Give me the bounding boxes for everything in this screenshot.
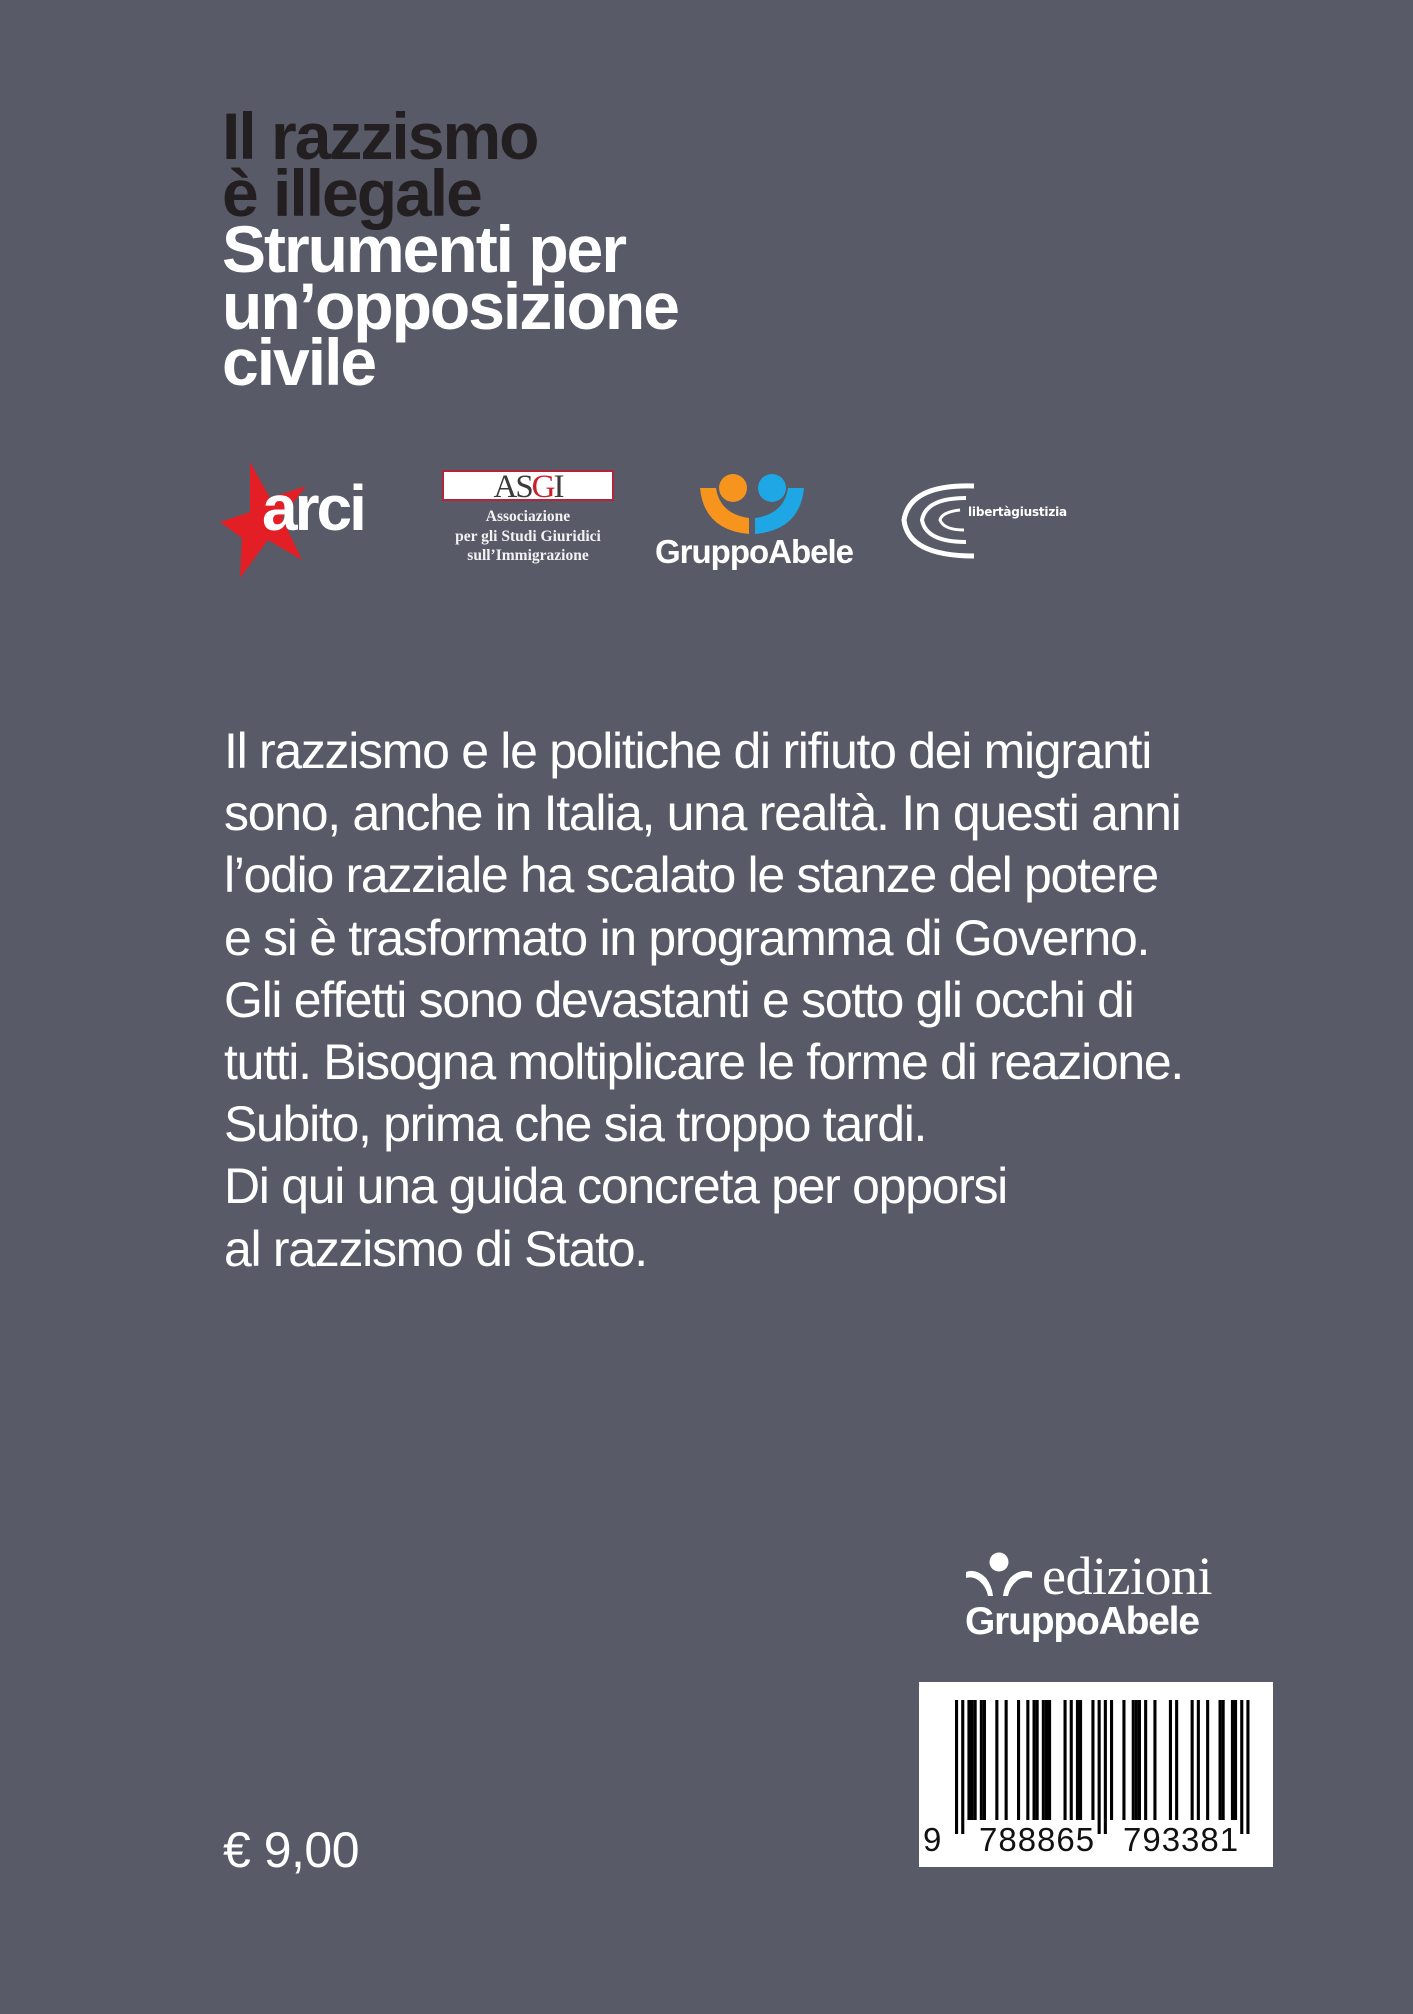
blurb-line: l’odio razziale ha scalato le stanze del potere bbox=[224, 847, 1158, 904]
blurb-line: Il razzismo e le politiche di rifiuto dei migranti bbox=[224, 723, 1152, 779]
subtitle-line: Strumenti per bbox=[222, 212, 626, 286]
concentric-arcs-icon bbox=[900, 480, 980, 560]
book-title bbox=[222, 99, 678, 399]
two-figures-icon bbox=[652, 462, 852, 537]
asgi-i: I bbox=[553, 469, 563, 505]
blurb-line: Di qui una guida concreta per opporsi bbox=[224, 1158, 1007, 1215]
asgi-acronym bbox=[442, 469, 614, 505]
blurb-line: e si è trasformato in programma di Governo. bbox=[224, 909, 1150, 966]
publisher-edizioni: edizioni bbox=[1042, 1546, 1212, 1606]
asgi-as: AS bbox=[493, 469, 532, 505]
barcode-digits-left: 788865 bbox=[979, 1821, 1096, 1858]
asgi-logo bbox=[436, 470, 620, 566]
arci-logo bbox=[220, 460, 390, 580]
price: € 9,00 bbox=[223, 1822, 360, 1878]
back-cover-blurb bbox=[224, 720, 1374, 1280]
subtitle-line: un’opposizione bbox=[222, 268, 678, 343]
asgi-g: G bbox=[531, 469, 554, 505]
person-arms-icon bbox=[962, 1548, 1038, 1600]
liberta-giustizia-wordmark: libertàgiustizia bbox=[968, 505, 1067, 519]
publisher-name: GruppoAbele bbox=[965, 1600, 1199, 1643]
asgi-subtitle bbox=[436, 507, 620, 566]
publisher-logo bbox=[962, 1548, 1232, 1648]
title-line: è illegale bbox=[222, 155, 481, 230]
asgi-subtitle-line: sull’Immigrazione bbox=[467, 547, 589, 564]
subtitle-line: civile bbox=[222, 325, 376, 399]
blurb-line: Gli effetti sono devastanti e sotto gli occhi di bbox=[224, 971, 1134, 1028]
asgi-subtitle-line: Associazione bbox=[485, 508, 571, 525]
blurb-line: Subito, prima che sia troppo tardi. bbox=[224, 1096, 927, 1153]
asgi-subtitle-line: per gli Studi Giuridici bbox=[455, 527, 601, 545]
blurb-line: al razzismo di Stato. bbox=[224, 1220, 647, 1277]
title-line: Il razzismo bbox=[222, 99, 538, 173]
isbn-barcode bbox=[919, 1682, 1273, 1867]
gruppo-abele-logo bbox=[652, 462, 852, 577]
gruppo-abele-wordmark: GruppoAbele bbox=[655, 533, 854, 570]
liberta-giustizia-logo bbox=[900, 480, 1070, 560]
barcode-digit-first: 9 bbox=[923, 1821, 942, 1858]
barcode-digits-right: 793381 bbox=[1123, 1821, 1240, 1858]
blurb-line: tutti. Bisogna moltiplicare le forme di reazione. bbox=[224, 1034, 1184, 1091]
arci-wordmark: arci bbox=[262, 472, 364, 544]
blurb-line: sono, anche in Italia, una realtà. In questi anni bbox=[224, 785, 1181, 842]
